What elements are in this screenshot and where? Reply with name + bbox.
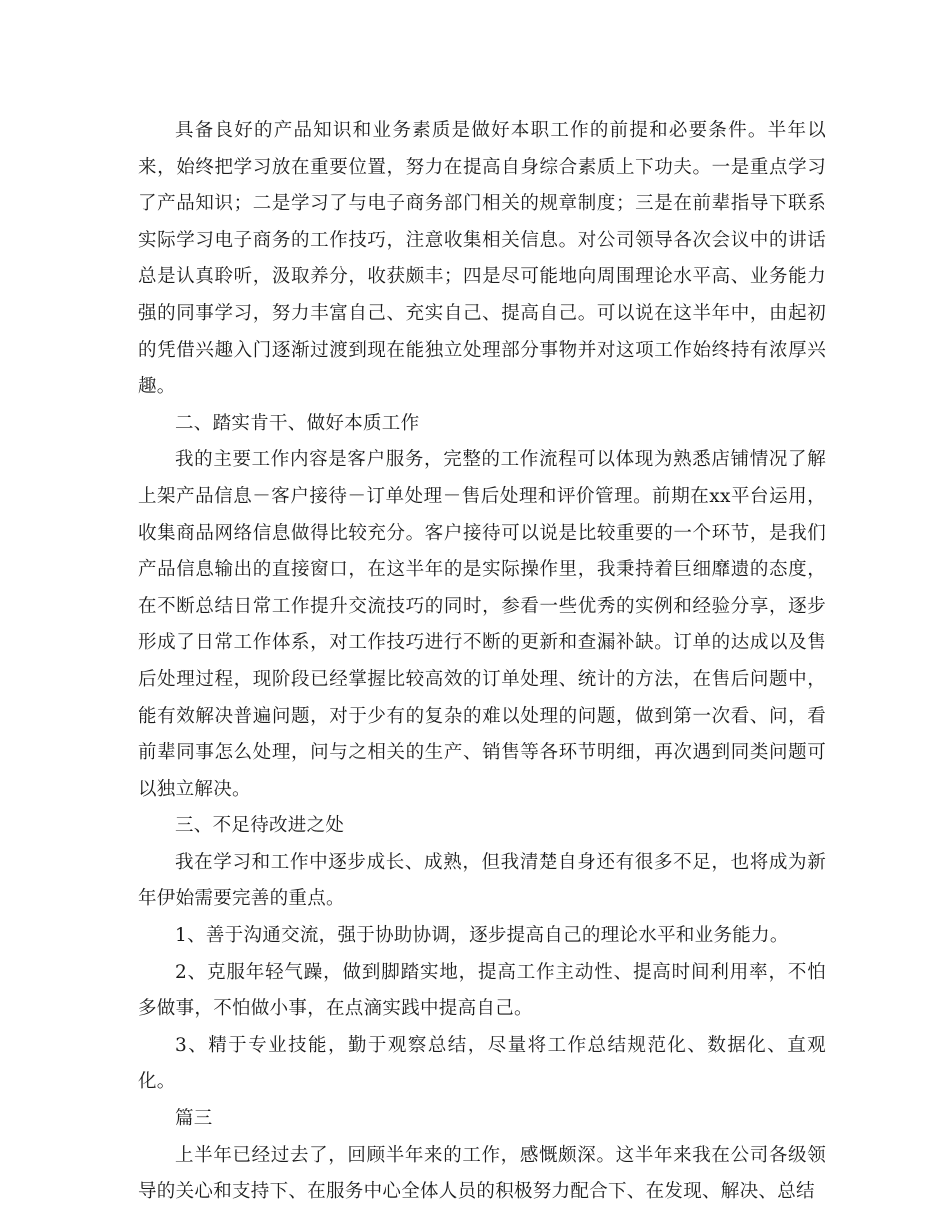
paragraph-product-knowledge: 具备良好的产品知识和业务素质是做好本职工作的前提和必要条件。半年以来，始终把学习放在重要位置，努力在提高自身综合素质上下功夫。一是重点学习了产品知识；二是学习了与电子商务部门相关的规章制度；三是在前辈指导下联系实际学习电子商务的工作技巧，注意收集相关信息。对公司领导各次会议中的讲话总是认真聆听，汲取养分，收获颇丰；四是尽可能地向周围理论水平高、业务能力强的同事学习，努力丰富自己、充实自己、提高自己。可以说在这半年中，由起初的凭借兴趣入门逐渐过渡到现在能独立处理部分事物并对这项工作始终持有浓厚兴趣。 [138, 120, 826, 398]
paragraph-main-work: 我的主要工作内容是客户服务，完整的工作流程可以体现为熟悉店铺情况了解上架产品信息－客户接待－订单处理－售后处理和评价管理。前期在xx平台运用，收集商品网络信息做得比较充分。客户接待可以说是比较重要的一个环节，是我们产品信息输出的直接窗口，在这半年的是实际操作里，我秉持着巨细靡遗的态度，在不断总结日常工作提升交流技巧的同时，参看一些优秀的实例和经验分享，逐步形成了日常工作体系，对工作技巧进行不断的更新和查漏补缺。订单的达成以及售后处理过程，现阶段已经掌握比较高效的订单处理、统计的方法，在售后问题中，能有效解决普遍问题，对于少有的复杂的难以处理的问题，做到第一次看、问，看前辈同事怎么处理，问与之相关的生产、销售等各环节明细，再次遇到同类问题可以独立解决。 [138, 449, 826, 800]
list-item-2: 2、克服年轻气躁，做到脚踏实地，提高工作主动性、提高时间利用率，不怕多做事，不怕做小事，在点滴实践中提高自己。 [138, 961, 826, 1020]
document-body [138, 113, 826, 1211]
paragraph-review: 上半年已经过去了，回顾半年来的工作，感慨颇深。这半年来我在公司各级领导的关心和支持下、在服务中心全体人员的积极努力配合下、在发现、解决、总结 [138, 1144, 826, 1203]
paragraph-shortcomings: 我在学习和工作中逐步成长、成熟，但我清楚自身还有很多不足，也将成为新年伊始需要完善的重点。 [138, 851, 826, 910]
section-heading-two: 二、踏实肯干、做好本质工作 [175, 412, 420, 434]
list-item-3: 3、精于专业技能，勤于观察总结，尽量将工作总结规范化、数据化、直观化。 [138, 1034, 826, 1093]
section-heading-three: 三、不足待改进之处 [175, 815, 345, 837]
part-heading-three: 篇三 [175, 1108, 213, 1130]
list-item-1: 1、善于沟通交流，强于协助协调，逐步提高自己的理论水平和业务能力。 [175, 925, 789, 947]
